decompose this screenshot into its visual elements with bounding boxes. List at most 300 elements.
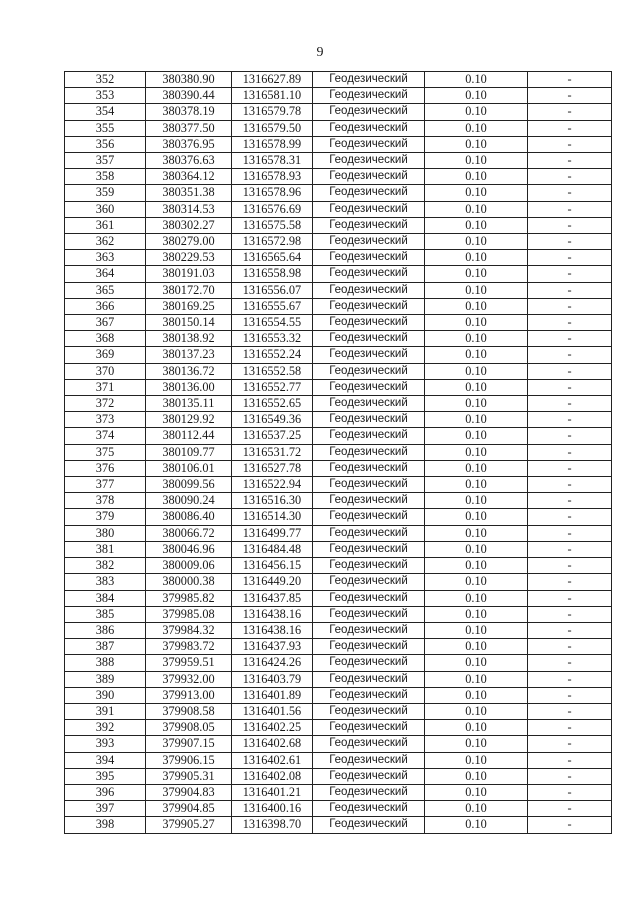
point-number-cell: 396 (65, 784, 146, 800)
table-row (65, 201, 612, 217)
description-cell: - (528, 331, 612, 347)
x-coordinate-cell: 380376.95 (146, 136, 232, 152)
table-row (65, 282, 612, 298)
x-coordinate-cell: 379904.83 (146, 784, 232, 800)
table-row (65, 315, 612, 331)
table-row (65, 671, 612, 687)
description-cell: - (528, 460, 612, 476)
y-coordinate-cell: 1316565.64 (232, 250, 313, 266)
description-cell: - (528, 347, 612, 363)
point-number-cell: 361 (65, 217, 146, 233)
point-number-cell: 369 (65, 347, 146, 363)
accuracy-cell: 0.10 (425, 266, 528, 282)
x-coordinate-cell: 379932.00 (146, 671, 232, 687)
x-coordinate-cell: 380066.72 (146, 525, 232, 541)
accuracy-cell: 0.10 (425, 72, 528, 88)
method-cell: Геодезический (313, 185, 425, 201)
method-cell: Геодезический (313, 104, 425, 120)
y-coordinate-cell: 1316581.10 (232, 88, 313, 104)
point-number-cell: 370 (65, 363, 146, 379)
accuracy-cell: 0.10 (425, 509, 528, 525)
x-coordinate-cell: 380099.56 (146, 477, 232, 493)
point-number-cell: 391 (65, 703, 146, 719)
x-coordinate-cell: 379983.72 (146, 639, 232, 655)
accuracy-cell: 0.10 (425, 590, 528, 606)
description-cell: - (528, 72, 612, 88)
x-coordinate-cell: 379908.05 (146, 720, 232, 736)
y-coordinate-cell: 1316522.94 (232, 477, 313, 493)
table-row (65, 655, 612, 671)
accuracy-cell: 0.10 (425, 558, 528, 574)
y-coordinate-cell: 1316516.30 (232, 493, 313, 509)
method-cell: Геодезический (313, 752, 425, 768)
method-cell: Геодезический (313, 509, 425, 525)
description-cell: - (528, 752, 612, 768)
method-cell: Геодезический (313, 671, 425, 687)
accuracy-cell: 0.10 (425, 234, 528, 250)
coordinates-table-body (65, 72, 612, 834)
point-number-cell: 362 (65, 234, 146, 250)
method-cell: Геодезический (313, 153, 425, 169)
y-coordinate-cell: 1316556.07 (232, 282, 313, 298)
x-coordinate-cell: 380150.14 (146, 315, 232, 331)
method-cell: Геодезический (313, 282, 425, 298)
description-cell: - (528, 363, 612, 379)
x-coordinate-cell: 379906.15 (146, 752, 232, 768)
method-cell: Геодезический (313, 412, 425, 428)
y-coordinate-cell: 1316553.32 (232, 331, 313, 347)
table-row (65, 574, 612, 590)
y-coordinate-cell: 1316437.93 (232, 639, 313, 655)
table-row (65, 493, 612, 509)
accuracy-cell: 0.10 (425, 639, 528, 655)
table-row (65, 88, 612, 104)
accuracy-cell: 0.10 (425, 606, 528, 622)
method-cell: Геодезический (313, 363, 425, 379)
table-row (65, 379, 612, 395)
accuracy-cell: 0.10 (425, 817, 528, 833)
table-row (65, 460, 612, 476)
method-cell: Геодезический (313, 720, 425, 736)
table-row (65, 687, 612, 703)
point-number-cell: 388 (65, 655, 146, 671)
description-cell: - (528, 120, 612, 136)
table-row (65, 752, 612, 768)
table-row (65, 169, 612, 185)
x-coordinate-cell: 380112.44 (146, 428, 232, 444)
x-coordinate-cell: 379905.31 (146, 768, 232, 784)
table-row (65, 622, 612, 638)
y-coordinate-cell: 1316398.70 (232, 817, 313, 833)
x-coordinate-cell: 380046.96 (146, 541, 232, 557)
accuracy-cell: 0.10 (425, 801, 528, 817)
accuracy-cell: 0.10 (425, 525, 528, 541)
point-number-cell: 377 (65, 477, 146, 493)
description-cell: - (528, 428, 612, 444)
y-coordinate-cell: 1316449.20 (232, 574, 313, 590)
table-row (65, 412, 612, 428)
accuracy-cell: 0.10 (425, 655, 528, 671)
description-cell: - (528, 169, 612, 185)
method-cell: Геодезический (313, 444, 425, 460)
point-number-cell: 385 (65, 606, 146, 622)
x-coordinate-cell: 380302.27 (146, 217, 232, 233)
x-coordinate-cell: 380009.06 (146, 558, 232, 574)
y-coordinate-cell: 1316402.25 (232, 720, 313, 736)
y-coordinate-cell: 1316627.89 (232, 72, 313, 88)
accuracy-cell: 0.10 (425, 768, 528, 784)
accuracy-cell: 0.10 (425, 282, 528, 298)
method-cell: Геодезический (313, 687, 425, 703)
description-cell: - (528, 720, 612, 736)
x-coordinate-cell: 380138.92 (146, 331, 232, 347)
method-cell: Геодезический (313, 606, 425, 622)
point-number-cell: 368 (65, 331, 146, 347)
accuracy-cell: 0.10 (425, 298, 528, 314)
point-number-cell: 390 (65, 687, 146, 703)
description-cell: - (528, 234, 612, 250)
accuracy-cell: 0.10 (425, 703, 528, 719)
y-coordinate-cell: 1316484.48 (232, 541, 313, 557)
table-row (65, 525, 612, 541)
point-number-cell: 383 (65, 574, 146, 590)
description-cell: - (528, 217, 612, 233)
description-cell: - (528, 768, 612, 784)
table-row (65, 266, 612, 282)
y-coordinate-cell: 1316438.16 (232, 622, 313, 638)
point-number-cell: 358 (65, 169, 146, 185)
x-coordinate-cell: 379985.08 (146, 606, 232, 622)
accuracy-cell: 0.10 (425, 493, 528, 509)
point-number-cell: 373 (65, 412, 146, 428)
description-cell: - (528, 541, 612, 557)
method-cell: Геодезический (313, 801, 425, 817)
table-row (65, 768, 612, 784)
description-cell: - (528, 687, 612, 703)
accuracy-cell: 0.10 (425, 217, 528, 233)
x-coordinate-cell: 379907.15 (146, 736, 232, 752)
table-row (65, 639, 612, 655)
table-row (65, 234, 612, 250)
x-coordinate-cell: 380364.12 (146, 169, 232, 185)
table-row (65, 153, 612, 169)
method-cell: Геодезический (313, 169, 425, 185)
table-row (65, 104, 612, 120)
x-coordinate-cell: 379905.27 (146, 817, 232, 833)
table-row (65, 363, 612, 379)
point-number-cell: 365 (65, 282, 146, 298)
method-cell: Геодезический (313, 396, 425, 412)
accuracy-cell: 0.10 (425, 671, 528, 687)
x-coordinate-cell: 380380.90 (146, 72, 232, 88)
description-cell: - (528, 574, 612, 590)
point-number-cell: 360 (65, 201, 146, 217)
table-row (65, 817, 612, 833)
description-cell: - (528, 477, 612, 493)
x-coordinate-cell: 380191.03 (146, 266, 232, 282)
method-cell: Геодезический (313, 460, 425, 476)
description-cell: - (528, 282, 612, 298)
y-coordinate-cell: 1316401.56 (232, 703, 313, 719)
point-number-cell: 371 (65, 379, 146, 395)
point-number-cell: 381 (65, 541, 146, 557)
description-cell: - (528, 784, 612, 800)
x-coordinate-cell: 380090.24 (146, 493, 232, 509)
point-number-cell: 382 (65, 558, 146, 574)
method-cell: Геодезический (313, 622, 425, 638)
accuracy-cell: 0.10 (425, 622, 528, 638)
table-row (65, 444, 612, 460)
accuracy-cell: 0.10 (425, 347, 528, 363)
accuracy-cell: 0.10 (425, 136, 528, 152)
accuracy-cell: 0.10 (425, 412, 528, 428)
description-cell: - (528, 622, 612, 638)
y-coordinate-cell: 1316579.78 (232, 104, 313, 120)
method-cell: Геодезический (313, 266, 425, 282)
table-row (65, 477, 612, 493)
method-cell: Геодезический (313, 120, 425, 136)
description-cell: - (528, 509, 612, 525)
x-coordinate-cell: 380378.19 (146, 104, 232, 120)
y-coordinate-cell: 1316578.99 (232, 136, 313, 152)
method-cell: Геодезический (313, 639, 425, 655)
method-cell: Геодезический (313, 477, 425, 493)
x-coordinate-cell: 380086.40 (146, 509, 232, 525)
point-number-cell: 375 (65, 444, 146, 460)
point-number-cell: 394 (65, 752, 146, 768)
method-cell: Геодезический (313, 558, 425, 574)
y-coordinate-cell: 1316552.77 (232, 379, 313, 395)
table-row (65, 120, 612, 136)
x-coordinate-cell: 380229.53 (146, 250, 232, 266)
point-number-cell: 380 (65, 525, 146, 541)
table-row (65, 590, 612, 606)
y-coordinate-cell: 1316554.55 (232, 315, 313, 331)
point-number-cell: 355 (65, 120, 146, 136)
table-row (65, 331, 612, 347)
description-cell: - (528, 590, 612, 606)
accuracy-cell: 0.10 (425, 331, 528, 347)
description-cell: - (528, 671, 612, 687)
accuracy-cell: 0.10 (425, 574, 528, 590)
x-coordinate-cell: 380136.00 (146, 379, 232, 395)
y-coordinate-cell: 1316555.67 (232, 298, 313, 314)
point-number-cell: 353 (65, 88, 146, 104)
accuracy-cell: 0.10 (425, 88, 528, 104)
method-cell: Геодезический (313, 703, 425, 719)
method-cell: Геодезический (313, 784, 425, 800)
table-row (65, 606, 612, 622)
accuracy-cell: 0.10 (425, 153, 528, 169)
accuracy-cell: 0.10 (425, 460, 528, 476)
x-coordinate-cell: 379959.51 (146, 655, 232, 671)
table-row (65, 298, 612, 314)
y-coordinate-cell: 1316552.24 (232, 347, 313, 363)
table-row (65, 720, 612, 736)
method-cell: Геодезический (313, 574, 425, 590)
table-row (65, 736, 612, 752)
x-coordinate-cell: 380351.38 (146, 185, 232, 201)
point-number-cell: 386 (65, 622, 146, 638)
accuracy-cell: 0.10 (425, 687, 528, 703)
description-cell: - (528, 525, 612, 541)
accuracy-cell: 0.10 (425, 396, 528, 412)
accuracy-cell: 0.10 (425, 736, 528, 752)
description-cell: - (528, 185, 612, 201)
method-cell: Геодезический (313, 72, 425, 88)
method-cell: Геодезический (313, 88, 425, 104)
point-number-cell: 374 (65, 428, 146, 444)
method-cell: Геодезический (313, 136, 425, 152)
x-coordinate-cell: 379913.00 (146, 687, 232, 703)
y-coordinate-cell: 1316401.21 (232, 784, 313, 800)
accuracy-cell: 0.10 (425, 104, 528, 120)
x-coordinate-cell: 380390.44 (146, 88, 232, 104)
method-cell: Геодезический (313, 315, 425, 331)
point-number-cell: 352 (65, 72, 146, 88)
x-coordinate-cell: 380129.92 (146, 412, 232, 428)
method-cell: Геодезический (313, 250, 425, 266)
y-coordinate-cell: 1316578.31 (232, 153, 313, 169)
y-coordinate-cell: 1316558.98 (232, 266, 313, 282)
x-coordinate-cell: 380314.53 (146, 201, 232, 217)
coordinates-table (64, 71, 612, 834)
accuracy-cell: 0.10 (425, 169, 528, 185)
y-coordinate-cell: 1316579.50 (232, 120, 313, 136)
y-coordinate-cell: 1316402.68 (232, 736, 313, 752)
method-cell: Геодезический (313, 817, 425, 833)
description-cell: - (528, 493, 612, 509)
x-coordinate-cell: 379904.85 (146, 801, 232, 817)
description-cell: - (528, 153, 612, 169)
description-cell: - (528, 266, 612, 282)
method-cell: Геодезический (313, 234, 425, 250)
point-number-cell: 376 (65, 460, 146, 476)
description-cell: - (528, 412, 612, 428)
y-coordinate-cell: 1316403.79 (232, 671, 313, 687)
y-coordinate-cell: 1316578.96 (232, 185, 313, 201)
y-coordinate-cell: 1316514.30 (232, 509, 313, 525)
x-coordinate-cell: 380136.72 (146, 363, 232, 379)
x-coordinate-cell: 380279.00 (146, 234, 232, 250)
y-coordinate-cell: 1316401.89 (232, 687, 313, 703)
table-row (65, 558, 612, 574)
description-cell: - (528, 315, 612, 331)
accuracy-cell: 0.10 (425, 444, 528, 460)
y-coordinate-cell: 1316456.15 (232, 558, 313, 574)
accuracy-cell: 0.10 (425, 720, 528, 736)
description-cell: - (528, 655, 612, 671)
description-cell: - (528, 703, 612, 719)
method-cell: Геодезический (313, 493, 425, 509)
accuracy-cell: 0.10 (425, 120, 528, 136)
table-row (65, 250, 612, 266)
y-coordinate-cell: 1316572.98 (232, 234, 313, 250)
y-coordinate-cell: 1316549.36 (232, 412, 313, 428)
accuracy-cell: 0.10 (425, 379, 528, 395)
description-cell: - (528, 298, 612, 314)
table-row (65, 428, 612, 444)
description-cell: - (528, 606, 612, 622)
point-number-cell: 366 (65, 298, 146, 314)
description-cell: - (528, 136, 612, 152)
point-number-cell: 367 (65, 315, 146, 331)
y-coordinate-cell: 1316575.58 (232, 217, 313, 233)
y-coordinate-cell: 1316576.69 (232, 201, 313, 217)
method-cell: Геодезический (313, 428, 425, 444)
description-cell: - (528, 379, 612, 395)
table-row (65, 801, 612, 817)
point-number-cell: 392 (65, 720, 146, 736)
y-coordinate-cell: 1316402.08 (232, 768, 313, 784)
x-coordinate-cell: 380106.01 (146, 460, 232, 476)
accuracy-cell: 0.10 (425, 185, 528, 201)
point-number-cell: 357 (65, 153, 146, 169)
page-number: 9 (316, 45, 324, 60)
point-number-cell: 359 (65, 185, 146, 201)
accuracy-cell: 0.10 (425, 541, 528, 557)
description-cell: - (528, 104, 612, 120)
table-row (65, 347, 612, 363)
point-number-cell: 354 (65, 104, 146, 120)
y-coordinate-cell: 1316400.16 (232, 801, 313, 817)
method-cell: Геодезический (313, 379, 425, 395)
y-coordinate-cell: 1316499.77 (232, 525, 313, 541)
description-cell: - (528, 736, 612, 752)
x-coordinate-cell: 380376.63 (146, 153, 232, 169)
accuracy-cell: 0.10 (425, 363, 528, 379)
method-cell: Геодезический (313, 298, 425, 314)
x-coordinate-cell: 380135.11 (146, 396, 232, 412)
y-coordinate-cell: 1316438.16 (232, 606, 313, 622)
table-row (65, 72, 612, 88)
y-coordinate-cell: 1316552.58 (232, 363, 313, 379)
y-coordinate-cell: 1316437.85 (232, 590, 313, 606)
table-row (65, 396, 612, 412)
method-cell: Геодезический (313, 201, 425, 217)
description-cell: - (528, 88, 612, 104)
description-cell: - (528, 201, 612, 217)
x-coordinate-cell: 380109.77 (146, 444, 232, 460)
table-row (65, 703, 612, 719)
method-cell: Геодезический (313, 347, 425, 363)
x-coordinate-cell: 380169.25 (146, 298, 232, 314)
point-number-cell: 363 (65, 250, 146, 266)
x-coordinate-cell: 380377.50 (146, 120, 232, 136)
method-cell: Геодезический (313, 655, 425, 671)
x-coordinate-cell: 380137.23 (146, 347, 232, 363)
description-cell: - (528, 250, 612, 266)
point-number-cell: 387 (65, 639, 146, 655)
method-cell: Геодезический (313, 331, 425, 347)
description-cell: - (528, 396, 612, 412)
point-number-cell: 389 (65, 671, 146, 687)
y-coordinate-cell: 1316527.78 (232, 460, 313, 476)
method-cell: Геодезический (313, 736, 425, 752)
method-cell: Геодезический (313, 590, 425, 606)
point-number-cell: 397 (65, 801, 146, 817)
x-coordinate-cell: 379985.82 (146, 590, 232, 606)
y-coordinate-cell: 1316552.65 (232, 396, 313, 412)
table-row (65, 541, 612, 557)
description-cell: - (528, 558, 612, 574)
method-cell: Геодезический (313, 525, 425, 541)
method-cell: Геодезический (313, 541, 425, 557)
description-cell: - (528, 639, 612, 655)
point-number-cell: 395 (65, 768, 146, 784)
table-row (65, 509, 612, 525)
accuracy-cell: 0.10 (425, 784, 528, 800)
